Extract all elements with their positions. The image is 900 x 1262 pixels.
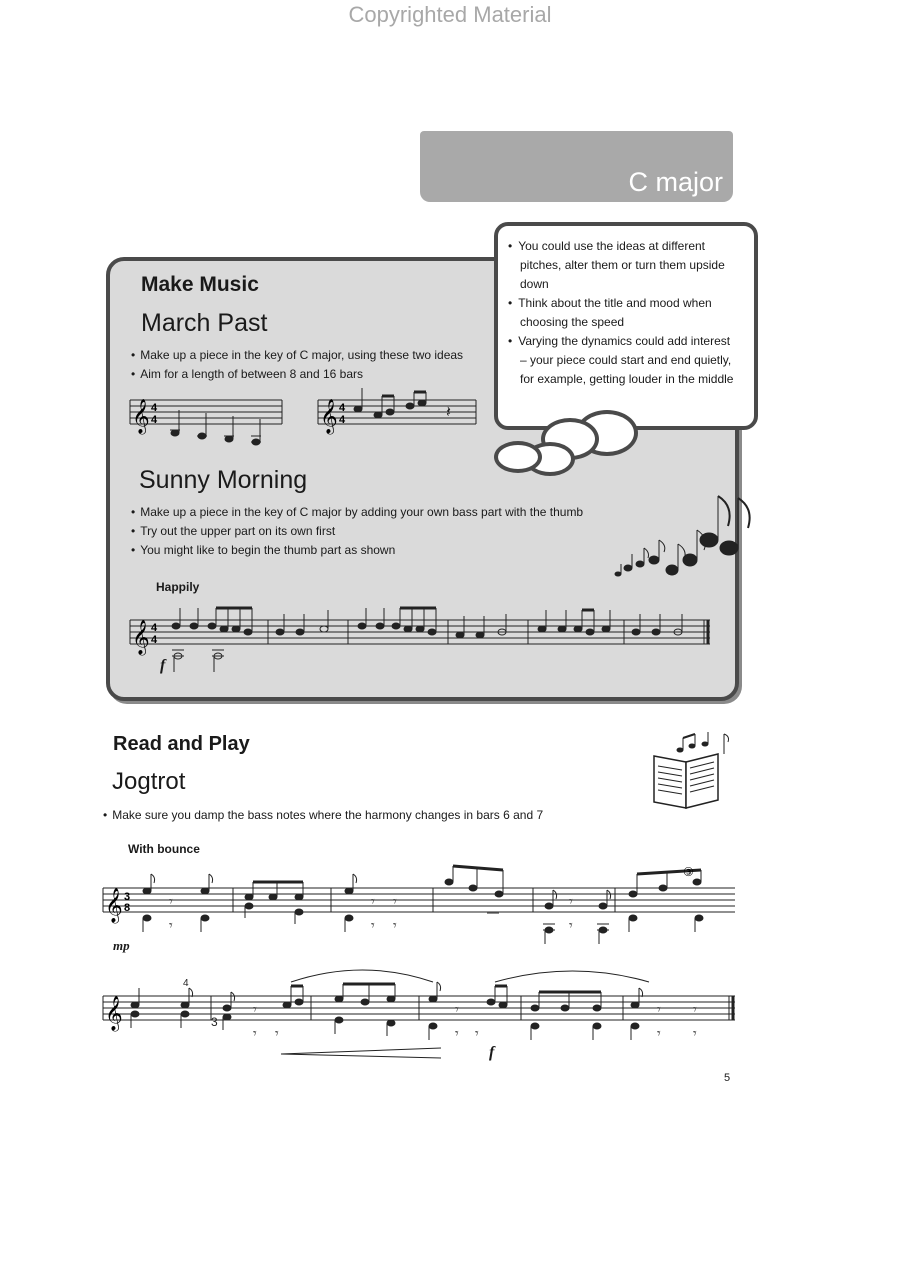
svg-text:𝄾: 𝄾 xyxy=(393,917,397,933)
bubble-cloud-smallest xyxy=(494,441,542,473)
treble-clef-icon: 𝄞 xyxy=(132,620,150,655)
page-number: 5 xyxy=(724,1072,731,1084)
dynamic-mezzo-piano: mp xyxy=(113,938,130,953)
svg-text:𝄾: 𝄾 xyxy=(371,893,375,909)
treble-clef-icon: 𝄞 xyxy=(320,399,338,434)
svg-text:𝄾: 𝄾 xyxy=(371,917,375,933)
list-item: • Try out the upper part on its own first xyxy=(131,522,651,541)
list-item: • Make sure you damp the bass notes where the harmony changes in bars 6 and 7 xyxy=(103,806,623,825)
string-marking: ③ xyxy=(683,865,694,879)
list-item: • Make up a piece in the key of C major by adding your own bass part with the thumb xyxy=(131,503,651,522)
jogtrot-tempo: With bounce xyxy=(128,842,200,856)
treble-clef-icon: 𝄞 xyxy=(105,996,123,1031)
sunny-morning-title: Sunny Morning xyxy=(139,466,308,494)
music-book-icon xyxy=(650,730,732,810)
march-past-idea-2-staff xyxy=(318,396,478,456)
time-signature-bottom: 4 xyxy=(339,414,346,426)
music-notes-icon xyxy=(612,488,762,583)
svg-text:𝄾: 𝄾 xyxy=(253,1001,257,1017)
svg-text:4: 4 xyxy=(151,622,158,634)
svg-text:3: 3 xyxy=(124,891,131,903)
jogtrot-staff-2 xyxy=(103,978,743,1068)
svg-text:𝄾: 𝄾 xyxy=(657,1001,661,1017)
list-item: • Varying the dynamics could add interest – your piece could start and end quietly, for example, getting louder in the middle xyxy=(508,332,736,389)
copyright-watermark: Copyrighted Material xyxy=(348,2,552,27)
sunny-morning-staff xyxy=(130,614,715,684)
svg-text:𝄾: 𝄾 xyxy=(693,1001,697,1017)
sunny-morning-tempo: Happily xyxy=(156,580,200,594)
svg-text:𝄾: 𝄾 xyxy=(393,893,397,909)
make-music-heading: Make Music xyxy=(141,273,259,296)
tips-list xyxy=(508,237,736,389)
march-past-instructions xyxy=(131,346,511,384)
section-header-tab xyxy=(420,131,733,202)
svg-text:𝄽: 𝄽 xyxy=(446,404,451,421)
jogtrot-title: Jogtrot xyxy=(112,768,186,795)
svg-text:𝄾: 𝄾 xyxy=(475,1025,479,1041)
list-item: • Make up a piece in the key of C major, using these two ideas xyxy=(131,346,511,365)
jogtrot-instructions xyxy=(103,806,623,825)
list-item: • You could use the ideas at different pitches, alter them or turn them upside down xyxy=(508,237,736,294)
read-and-play-heading: Read and Play xyxy=(113,733,250,755)
svg-text:𝄾: 𝄾 xyxy=(693,1025,697,1041)
march-past-idea-1-staff xyxy=(130,396,290,456)
svg-text:𝄾: 𝄾 xyxy=(253,1025,257,1041)
treble-clef-icon: 𝄞 xyxy=(132,399,150,434)
tips-speech-bubble xyxy=(494,222,758,430)
sunny-morning-instructions xyxy=(131,503,651,560)
svg-text:𝄾: 𝄾 xyxy=(169,917,173,933)
svg-text:𝄾: 𝄾 xyxy=(275,1025,279,1041)
time-signature-bottom: 4 xyxy=(151,414,158,426)
jogtrot-staff-1 xyxy=(103,865,743,960)
time-signature-top: 4 xyxy=(151,402,158,414)
svg-text:𝄾: 𝄾 xyxy=(569,917,573,933)
dynamic-forte-2: f xyxy=(489,1044,495,1061)
svg-text:𝄾: 𝄾 xyxy=(169,893,173,909)
list-item: • Think about the title and mood when choosing the speed xyxy=(508,294,736,332)
list-item: • Aim for a length of between 8 and 16 bars xyxy=(131,365,511,384)
svg-text:𝄾: 𝄾 xyxy=(569,893,573,909)
tuplet-marking: 3 xyxy=(211,1015,218,1029)
fingering-marking: 4 xyxy=(183,978,189,989)
list-item: • You might like to begin the thumb part as shown xyxy=(131,541,651,560)
svg-text:𝄾: 𝄾 xyxy=(657,1025,661,1041)
march-past-title: March Past xyxy=(141,309,268,337)
svg-text:4: 4 xyxy=(151,634,158,646)
dynamic-forte: f xyxy=(160,657,166,674)
svg-text:—: — xyxy=(487,905,499,919)
treble-clef-icon: 𝄞 xyxy=(105,888,123,923)
section-title: C major xyxy=(628,167,723,197)
svg-text:𝄾: 𝄾 xyxy=(455,1025,459,1041)
time-signature-top: 4 xyxy=(339,402,346,414)
svg-text:𝄾: 𝄾 xyxy=(455,1001,459,1017)
svg-text:8: 8 xyxy=(124,902,131,914)
